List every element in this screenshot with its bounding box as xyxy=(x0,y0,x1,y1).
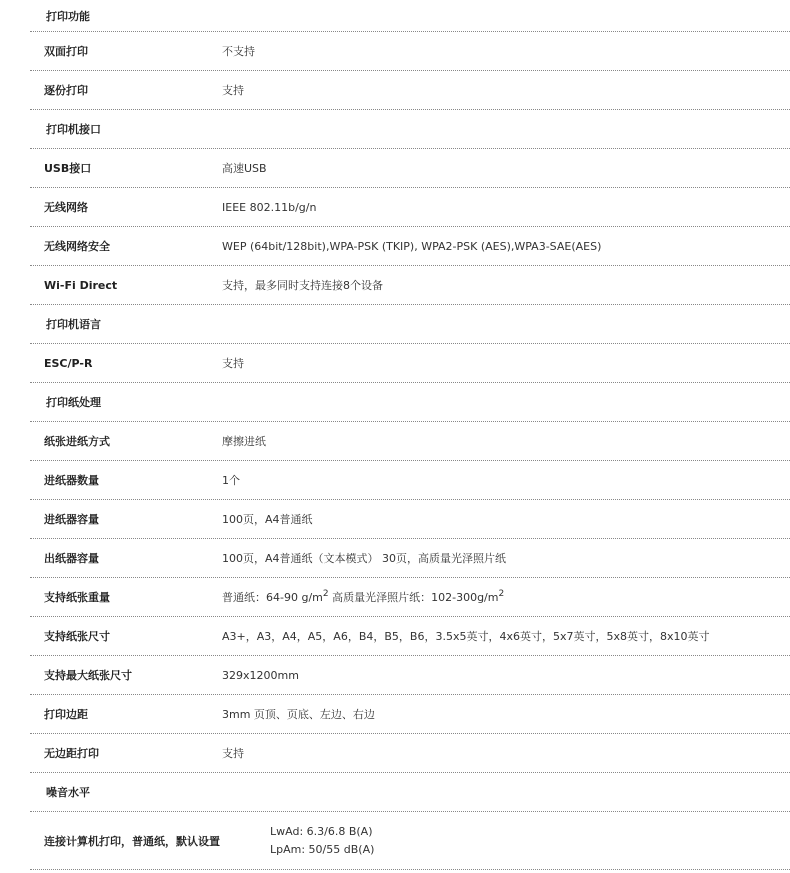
sound-pressure-value: LpAm: 50/55 dB(A) xyxy=(270,842,375,856)
spec-row-paper-weight xyxy=(30,578,790,617)
spec-row-borderless xyxy=(30,734,790,773)
plain-paper-weight: 普通纸：64-90 g/m xyxy=(222,591,323,604)
row-value: 100页，A4普通纸（文本模式） 30页，高质量光泽照片纸 xyxy=(222,552,507,565)
row-value: 1个 xyxy=(222,474,240,487)
spec-row-duplex xyxy=(30,32,790,71)
section-header-print-function xyxy=(30,0,790,32)
row-label: 支持纸张尺寸 xyxy=(44,630,110,643)
row-value: 100页，A4普通纸 xyxy=(222,513,313,526)
row-label: 支持纸张重量 xyxy=(44,591,110,604)
row-label: 纸张进纸方式 xyxy=(44,435,110,448)
sound-power-value: LwAd: 6.3/6.8 B(A) xyxy=(270,824,373,838)
spec-row-tray-count xyxy=(30,461,790,500)
superscript: 2 xyxy=(322,589,329,599)
row-value: 不支持 xyxy=(222,45,255,58)
section-header-printer-language xyxy=(30,305,790,344)
superscript: 2 xyxy=(498,589,505,599)
row-label: 支持最大纸张尺寸 xyxy=(44,669,132,682)
row-value: 支持，最多同时支持连接8个设备 xyxy=(222,279,383,292)
spec-row-noise-default xyxy=(30,812,790,870)
spec-table xyxy=(30,0,790,870)
row-value: WEP (64bit/128bit),WPA-PSK (TKIP), WPA2-PSK (AES),WPA3-SAE(AES) xyxy=(222,239,602,253)
row-label: 进纸器数量 xyxy=(44,474,99,487)
spec-row-wifi-direct xyxy=(30,266,790,305)
spec-row-collate xyxy=(30,71,790,110)
row-value: 高速USB xyxy=(222,162,267,175)
spec-row-paper-sizes xyxy=(30,617,790,656)
row-label: 打印纸处理 xyxy=(46,396,101,409)
row-label: 打印功能 xyxy=(46,9,90,23)
row-value: 摩擦进纸 xyxy=(222,435,266,448)
row-value: 支持 xyxy=(222,747,244,760)
row-label: 逐份打印 xyxy=(44,84,88,97)
spec-row-wireless-security xyxy=(30,227,790,266)
row-label: 连接计算机打印，普通纸，默认设置 xyxy=(44,834,220,848)
spec-row-feed-method xyxy=(30,422,790,461)
spec-row-input-capacity xyxy=(30,500,790,539)
row-label: 无边距打印 xyxy=(44,747,99,760)
row-label: 噪音水平 xyxy=(46,786,90,799)
row-label: 打印边距 xyxy=(44,708,88,721)
section-header-paper-handling xyxy=(30,383,790,422)
row-value: 支持 xyxy=(222,84,244,97)
row-value: A3+，A3，A4，A5，A6，B4，B5，B6，3.5x5英寸，4x6英寸，5x7英寸，5x8英寸，8x10英寸 xyxy=(222,630,710,643)
row-label: 进纸器容量 xyxy=(44,513,99,526)
row-label: ESC/P-R xyxy=(44,356,93,370)
row-value xyxy=(270,823,790,859)
spec-row-wireless xyxy=(30,188,790,227)
spec-row-usb xyxy=(30,149,790,188)
row-value: 329x1200mm xyxy=(222,668,299,682)
spec-row-output-capacity xyxy=(30,539,790,578)
row-label: 打印机语言 xyxy=(46,318,101,331)
spec-row-escpr xyxy=(30,344,790,383)
photo-paper-weight: 高质量光泽照片纸：102-300g/m xyxy=(328,591,499,604)
row-label: Wi-Fi Direct xyxy=(44,278,118,292)
row-label: 出纸器容量 xyxy=(44,552,99,565)
row-label: 无线网络 xyxy=(44,201,88,214)
spec-row-max-paper-size xyxy=(30,656,790,695)
row-label: 打印机接口 xyxy=(46,123,101,136)
row-label: USB接口 xyxy=(44,162,92,175)
section-header-noise xyxy=(30,773,790,812)
row-value: 3mm 页顶、页底、左边、右边 xyxy=(222,708,375,721)
row-value xyxy=(222,589,790,605)
spec-row-margins xyxy=(30,695,790,734)
row-label: 双面打印 xyxy=(44,45,88,58)
row-value: 支持 xyxy=(222,357,244,370)
row-value: IEEE 802.11b/g/n xyxy=(222,200,317,214)
row-label: 无线网络安全 xyxy=(44,240,110,253)
section-header-interfaces xyxy=(30,110,790,149)
